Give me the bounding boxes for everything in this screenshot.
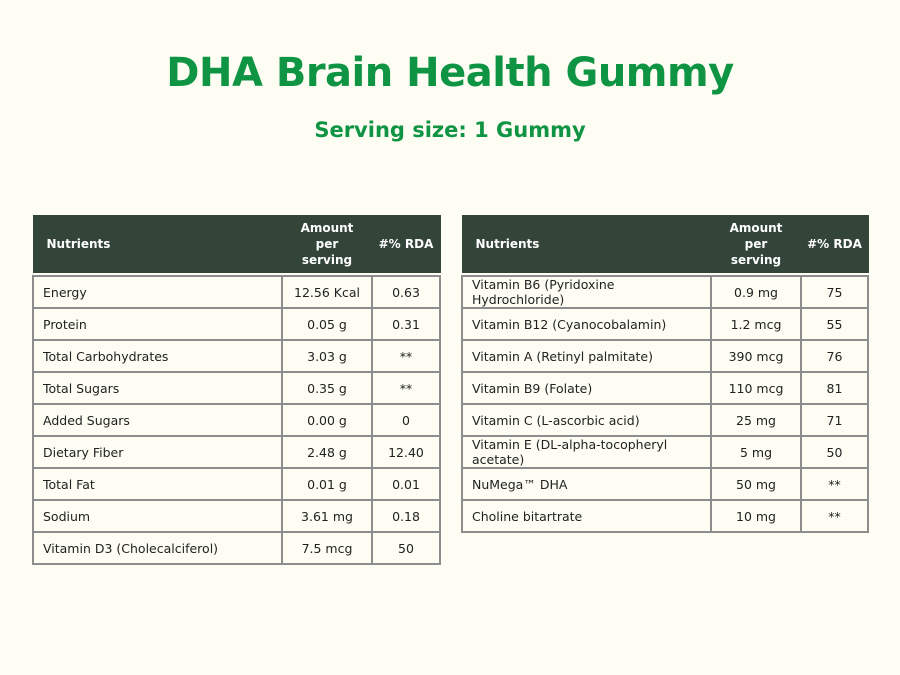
table-row [462, 372, 868, 404]
table-row [33, 404, 440, 436]
table-row [462, 468, 868, 500]
amount-cell: 0.00 g [282, 404, 372, 436]
nutrient-name-cell: Total Fat [33, 468, 282, 500]
amount-cell: 390 mcg [711, 340, 801, 372]
amount-cell: 3.61 mg [282, 500, 372, 532]
column-header-amount-line: per [744, 237, 768, 251]
amount-cell: 10 mg [711, 500, 801, 532]
amount-cell: 110 mcg [711, 372, 801, 404]
table-row [462, 404, 868, 436]
column-header-rda: #% RDA [801, 216, 868, 273]
nutrient-name-cell: Vitamin C (L-ascorbic acid) [462, 404, 711, 436]
rda-cell: ** [372, 372, 440, 404]
nutrient-name-cell: Vitamin B12 (Cyanocobalamin) [462, 308, 711, 340]
nutrient-name-cell: Vitamin B9 (Folate) [462, 372, 711, 404]
rda-cell: ** [801, 500, 868, 532]
rda-cell: 81 [801, 372, 868, 404]
nutrient-name-cell: Choline bitartrate [462, 500, 711, 532]
table-row [33, 468, 440, 500]
rda-cell: 50 [372, 532, 440, 564]
column-header-amount [711, 216, 801, 273]
column-header-nutrients: Nutrients [462, 216, 711, 273]
serving-size: Serving size: 1 Gummy [314, 118, 586, 142]
rda-cell: 0.31 [372, 308, 440, 340]
rda-cell: ** [801, 468, 868, 500]
table-header-row [462, 216, 868, 273]
nutrient-name-cell: Total Sugars [33, 372, 282, 404]
rda-cell: 75 [801, 276, 868, 308]
table-body [462, 273, 868, 533]
table-row [33, 276, 440, 308]
table-row [462, 436, 868, 468]
nutrient-name-cell: Dietary Fiber [33, 436, 282, 468]
amount-cell: 5 mg [711, 436, 801, 468]
page-title: DHA Brain Health Gummy [166, 50, 734, 96]
column-header-amount-line: Amount [300, 221, 354, 235]
amount-cell: 0.01 g [282, 468, 372, 500]
column-header-rda: #% RDA [372, 216, 440, 273]
amount-cell: 2.48 g [282, 436, 372, 468]
nutrient-name-cell: Sodium [33, 500, 282, 532]
table-row [462, 276, 868, 308]
rda-cell: 55 [801, 308, 868, 340]
amount-cell: 1.2 mcg [711, 308, 801, 340]
nutrient-name-cell: Added Sugars [33, 404, 282, 436]
table-row [33, 532, 440, 564]
rda-cell: 0.18 [372, 500, 440, 532]
table-row [33, 372, 440, 404]
column-header-amount-line: serving [730, 253, 782, 267]
nutrient-name-cell: Vitamin E (DL-alpha-tocopheryl acetate) [462, 436, 711, 468]
rda-cell: 76 [801, 340, 868, 372]
table-row [33, 436, 440, 468]
rda-cell: 50 [801, 436, 868, 468]
table-header-row [33, 216, 440, 273]
rda-cell: 0.01 [372, 468, 440, 500]
rda-cell: 12.40 [372, 436, 440, 468]
table-row [33, 308, 440, 340]
column-header-amount-line: Amount [729, 221, 783, 235]
nutrient-name-cell: Energy [33, 276, 282, 308]
amount-cell: 0.9 mg [711, 276, 801, 308]
column-header-amount [282, 216, 372, 273]
amount-cell: 7.5 mcg [282, 532, 372, 564]
column-header-amount-line: per [315, 237, 339, 251]
nutrient-name-cell: Vitamin D3 (Cholecalciferol) [33, 532, 282, 564]
rda-cell: 0 [372, 404, 440, 436]
nutrient-name-cell: Vitamin A (Retinyl palmitate) [462, 340, 711, 372]
nutrient-name-cell: Protein [33, 308, 282, 340]
nutrient-name-cell: Vitamin B6 (Pyridoxine Hydrochloride) [462, 276, 711, 308]
table-row [462, 500, 868, 532]
nutrition-table-left [32, 215, 441, 565]
rda-cell: ** [372, 340, 440, 372]
table-row [33, 500, 440, 532]
amount-cell: 3.03 g [282, 340, 372, 372]
table-row [33, 340, 440, 372]
amount-cell: 50 mg [711, 468, 801, 500]
rda-cell: 0.63 [372, 276, 440, 308]
table-row [462, 308, 868, 340]
amount-cell: 25 mg [711, 404, 801, 436]
nutrient-name-cell: NuMega™ DHA [462, 468, 711, 500]
amount-cell: 0.35 g [282, 372, 372, 404]
table-row [462, 340, 868, 372]
rda-cell: 71 [801, 404, 868, 436]
column-header-amount-line: serving [301, 253, 353, 267]
amount-cell: 12.56 Kcal [282, 276, 372, 308]
nutrition-table-right [461, 215, 869, 533]
table-body [33, 273, 440, 565]
amount-cell: 0.05 g [282, 308, 372, 340]
nutrient-name-cell: Total Carbohydrates [33, 340, 282, 372]
column-header-nutrients: Nutrients [33, 216, 282, 273]
